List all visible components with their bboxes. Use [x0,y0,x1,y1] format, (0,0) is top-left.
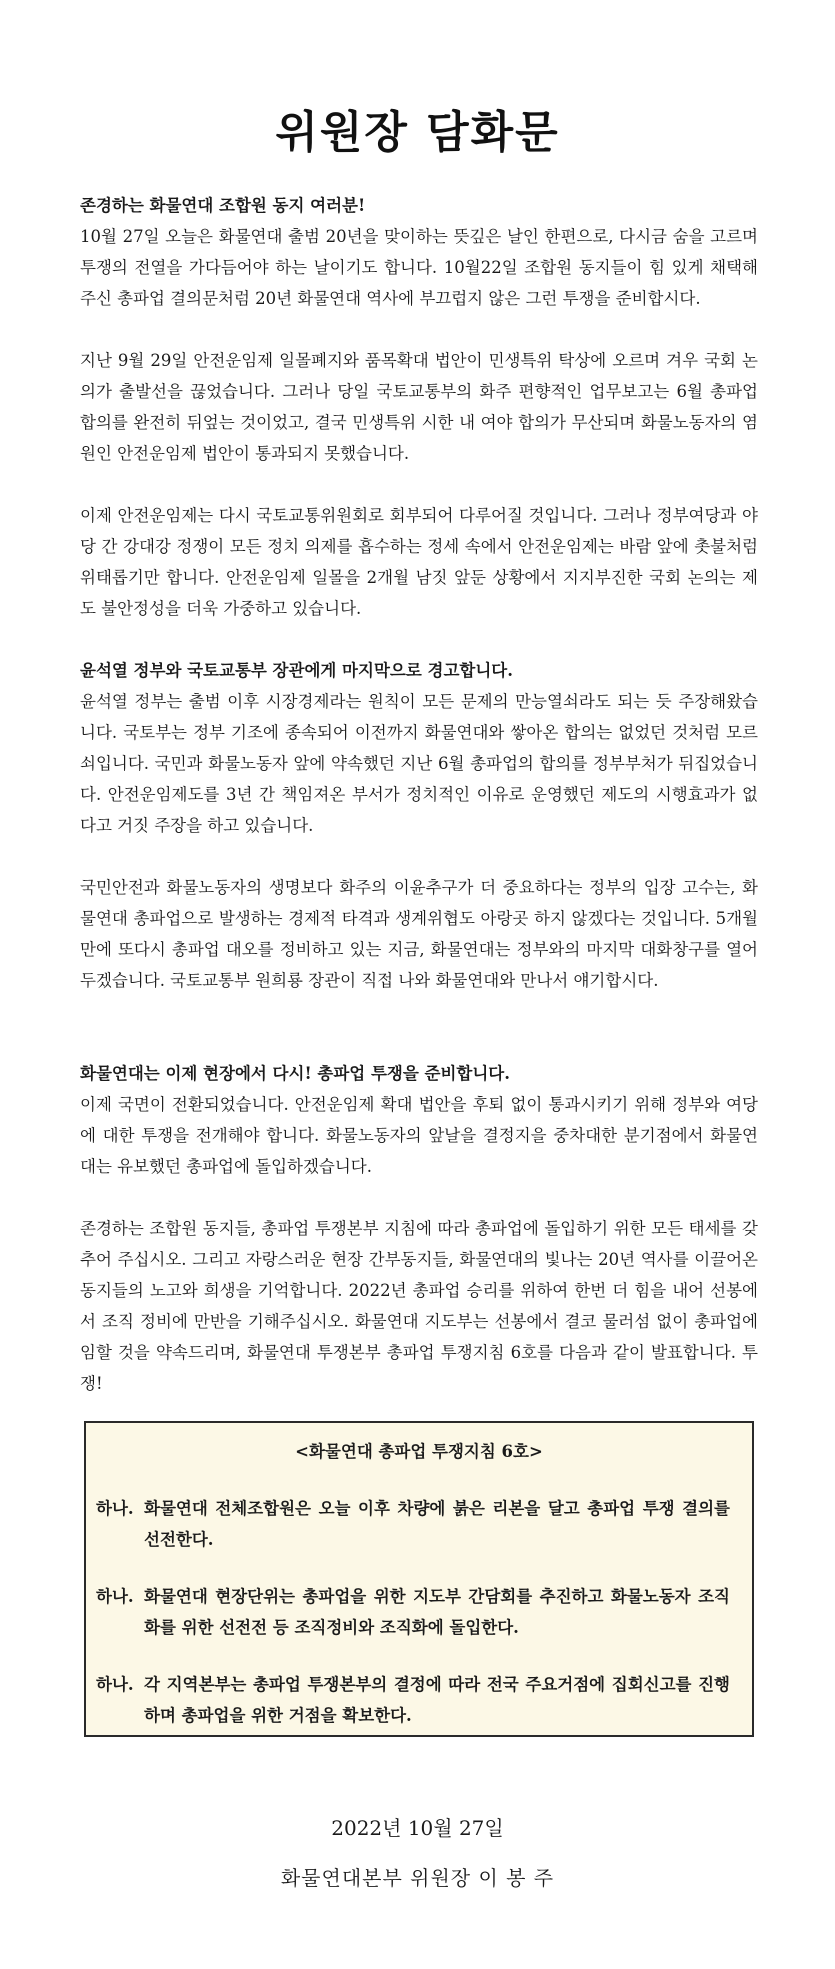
paragraph-government: 윤석열 정부는 출범 이후 시장경제라는 원칙이 모든 문제의 만능열쇠라도 되는 듯 주장해왔습니다. 국토부는 정부 기조에 종속되어 이전까지 화물연대와 쌓아온 합의는 없었던 것처럼 모르쇠입니다. 국민과 화물노동자 앞에 약속했던 지난 6월 총파업의 합의를 정부부처가 뒤집었습니다. 안전운임제도를 3년 간 책임져온 부서가 정치적인 이유로 운영했던 제도의 시행효과가 없다고 거짓 주장을 하고 있습니다. [80,692,758,835]
directive-item-lead: 하나. [96,1499,134,1518]
paragraph-safe-rate: 이제 안전운임제는 다시 국토교통위원회로 회부되어 다루어질 것입니다. 그러나 정부여당과 야당 간 강대강 정쟁이 모든 정치 의제를 흡수하는 정세 속에서 안전운임제는 바람 앞에 촛불처럼 위태롭기만 합니다. 안전운임제 일몰을 2개월 남짓 앞둔 상황에서 지지부진한 국회 논의는 제도 불안정성을 더욱 가중하고 있습니다. [80,506,758,618]
directive-item-lead: 하나. [96,1587,134,1606]
page-title: 위원장 담화문 [275,107,560,158]
paragraph-special-committee: 지난 9월 29일 안전운임제 일몰폐지와 품목확대 법안이 민생특위 탁상에 오르며 겨우 국회 논의가 출발선을 끊었습니다. 그러나 당일 국토교통부의 화주 편향적인 업무보고는 6월 총파업 합의를 완전히 뒤엎는 것이었고, 결국 민생특위 시한 내 여야 합의가 무산되며 화물노동자의 염원인 안전운임제 법안이 통과되지 못했습니다. [80,351,758,463]
directive-item [96,1581,730,1643]
warning-heading: 윤석열 정부와 국토교통부 장관에게 마지막으로 경고합니다. [80,661,513,680]
statement-date: 2022년 10월 27일 [331,1816,504,1840]
paragraph-anniversary: 10월 27일 오늘은 화물연대 출범 20년을 맞이하는 뜻깊은 날인 한편으로, 다시금 숨을 고르며 투쟁의 전열을 가다듬어야 하는 날이기도 합니다. 10월22일 조합원 동지들이 힘 있게 채택해주신 총파업 결의문처럼 20년 화물연대 역사에 부끄럽지 않은 그런 투쟁을 준비합시다. [80,227,758,308]
directive-item [96,1493,730,1555]
statement-body [80,190,758,1399]
directive-title: <화물연대 총파업 투쟁지침 6호> [295,1442,543,1461]
greeting-heading: 존경하는 화물연대 조합원 동지 여러분! [80,196,366,215]
directive-item [96,1669,730,1731]
directive-box [84,1421,754,1737]
directive-item-text: 각 지역본부는 총파업 투쟁본부의 결정에 따라 전국 주요거점에 집회신고를 진행하며 총파업을 위한 거점을 확보한다. [144,1675,730,1725]
directive-item-text: 화물연대 전체조합원은 오늘 이후 차량에 붉은 리본을 달고 총파업 투쟁 결의를 선전한다. [144,1499,730,1549]
paragraph-strike: 이제 국면이 전환되었습니다. 안전운임제 확대 법안을 후퇴 없이 통과시키기 위해 정부와 여당에 대한 투쟁을 전개해야 합니다. 화물노동자의 앞날을 결정지을 중차대한 분기점에서 화물연대는 유보했던 총파업에 돌입하겠습니다. [80,1095,758,1176]
strike-heading: 화물연대는 이제 현장에서 다시! 총파업 투쟁을 준비합니다. [80,1064,510,1083]
paragraph-members: 존경하는 조합원 동지들, 총파업 투쟁본부 지침에 따라 총파업에 돌입하기 위한 모든 태세를 갖추어 주십시오. 그리고 자랑스러운 현장 간부동지들, 화물연대의 빛나는 20년 역사를 이끌어온 동지들의 노고와 희생을 기억합니다. 2022년 총파업 승리를 위하여 한번 더 힘을 내어 선봉에서 조직 정비에 만반을 기해주십시오. 화물연대 지도부는 선봉에서 결코 물러섬 없이 총파업에 임할 것을 약속드리며, 화물연대 투쟁본부 총파업 투쟁지침 6호를 다음과 같이 발표합니다. 투쟁! [80,1219,758,1393]
directive-item-lead: 하나. [96,1675,134,1694]
signature: 화물연대본부 위원장 이 봉 주 [280,1866,555,1890]
paragraph-dialogue: 국민안전과 화물노동자의 생명보다 화주의 이윤추구가 더 중요하다는 정부의 입장 고수는, 화물연대 총파업으로 발생하는 경제적 타격과 생계위협도 아랑곳 하지 않겠다는 것입니다. 5개월 만에 또다시 총파업 대오를 정비하고 있는 지금, 화물연대는 정부와의 마지막 대화창구를 열어두겠습니다. 국토교통부 원희룡 장관이 직접 나와 화물연대와 만나서 얘기합시다. [80,878,758,990]
directive-item-text: 화물연대 현장단위는 총파업을 위한 지도부 간담회를 추진하고 화물노동자 조직화를 위한 선전전 등 조직정비와 조직화에 돌입한다. [144,1587,730,1637]
